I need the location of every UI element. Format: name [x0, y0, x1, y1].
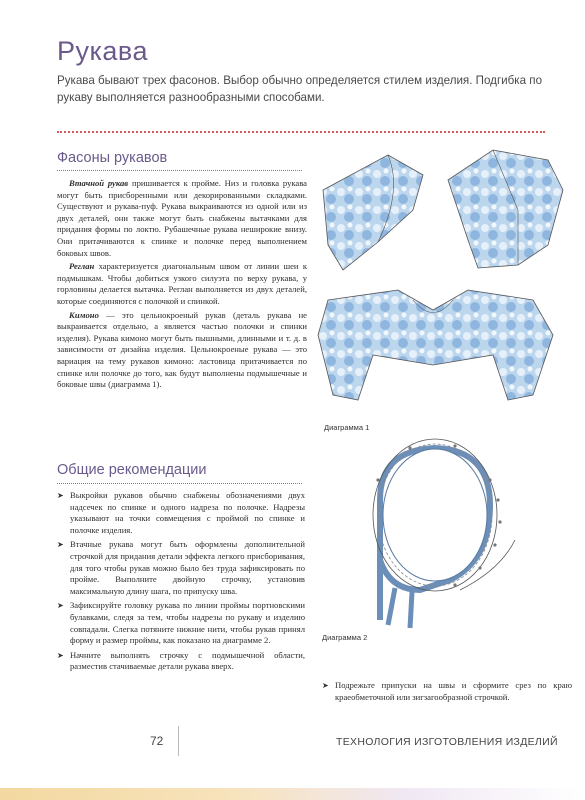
arrow-bullet-icon: ➤: [57, 540, 64, 550]
section-heading-styles: Фасоны рукавов: [57, 150, 168, 166]
list-item: [57, 650, 305, 673]
paragraph-text: характеризуется диагональным швом от линии шеи к подмышкам. Чтобы добиться узкого силуэта по верху рукава, у горловины делается вытачка. Реглан выполняется из двух деталей, которые соединяются с полочкой и спинкой.: [57, 261, 307, 306]
section-divider: [57, 170, 302, 171]
diagram-1-caption: Диаграмма 1: [324, 423, 370, 432]
paragraph-text: пришивается к пройме. Низ и головка рукава могут быть присборенными или декорированными складками. Существуют и рукава-пуф. Рукава выкраиваются из одной или из двух деталей, они также могут быть снабжены вытачками для придания формы по локтю. Рубашечные рукава неширокие внизу. Они притачиваются к спинке и полочке перед выполнением боковых швов.: [57, 178, 307, 258]
divider: [57, 131, 545, 133]
paragraph-set-in: [57, 178, 307, 259]
list-item-text: Втачные рукава могут быть оформлены дополнительной строчкой для придания детали эффекта легкого присборивания, для того чтобы рукав можно было без труда зафиксировать по пройме. Выполните двойную строчку, установив максимальную длину шага, по припуску шва.: [70, 539, 305, 596]
styles-body: [57, 178, 307, 393]
intro-text: Рукава бывают трех фасонов. Выбор обычно определяется стилем изделия. Подгибка по рукаву выполняется разнообразными способами.: [57, 74, 543, 104]
list-item: [57, 600, 305, 646]
diagram-1-illustration: [318, 150, 568, 410]
term-raglan: Реглан: [69, 261, 95, 272]
diagram-2-illustration: [340, 440, 540, 630]
list-item-text: Подрежьте припуски на швы и сформите срез по краю краеобметочной или зигзагообразной строчкой.: [335, 680, 572, 702]
list-item-text: Начните выполнять строчку с подмышечной области, разместив стачиваемые детали рукава вверх.: [70, 649, 305, 672]
bottom-strip: [0, 788, 585, 800]
paragraph-kimono: [57, 310, 307, 391]
list-item: [57, 539, 305, 597]
paragraph-raglan: [57, 261, 307, 307]
page-number: 72: [150, 734, 164, 748]
arrow-bullet-icon: ➤: [57, 491, 64, 500]
section-divider: [57, 483, 302, 484]
footer-divider: [178, 726, 179, 756]
list-item-text: Зафиксируйте головку рукава по линии проймы портновскими булавками, следя за тем, чтобы надрезы по рукаву и изделию совпадали. Слегка потяните нижние нити, чтобы рукав принял форму и размер проймы, как показано на диаграмме 2.: [70, 600, 305, 646]
list-item-text: Выкройки рукавов обычно снабжены обозначениями двух надсечек по спинке и одного надреза по полочке. Надрезы указывают на точки совмещения с проймой по спинке и полочке изделия.: [70, 490, 305, 535]
paragraph-text: — это цельнокроеный рукав (деталь рукава не выкраивается отдельно, а является частью полочки и спинки изделия). Рукава кимоно могут быть пышными, длинными и т. д. в зависимости от дизайна изделия. Цельнокроеные рукава — это вариация на тему рукавов кимоно: ластовица притачивается по спинке или полочке до того, как будут выполнены подмышечные и боковые швы (диаграмма 1).: [57, 309, 307, 390]
running-footer: ТЕХНОЛОГИЯ ИЗГОТОВЛЕНИЯ ИЗДЕЛИЙ: [336, 736, 558, 748]
diagram-2-caption: Диаграмма 2: [322, 633, 368, 642]
arrow-bullet-icon: ➤: [57, 650, 64, 660]
page-title: Рукава: [57, 36, 148, 66]
term-kimono: Кимоно: [69, 309, 99, 320]
right-note: [322, 680, 572, 706]
arrow-bullet-icon: ➤: [57, 601, 64, 611]
arrow-bullet-icon: ➤: [322, 681, 329, 690]
list-item: [322, 680, 572, 703]
section-heading-recommendations: Общие рекомендации: [57, 462, 207, 478]
term-set-in: Втачной рукав: [69, 178, 129, 188]
list-item: [57, 490, 305, 536]
recommendations-list: [57, 490, 305, 676]
